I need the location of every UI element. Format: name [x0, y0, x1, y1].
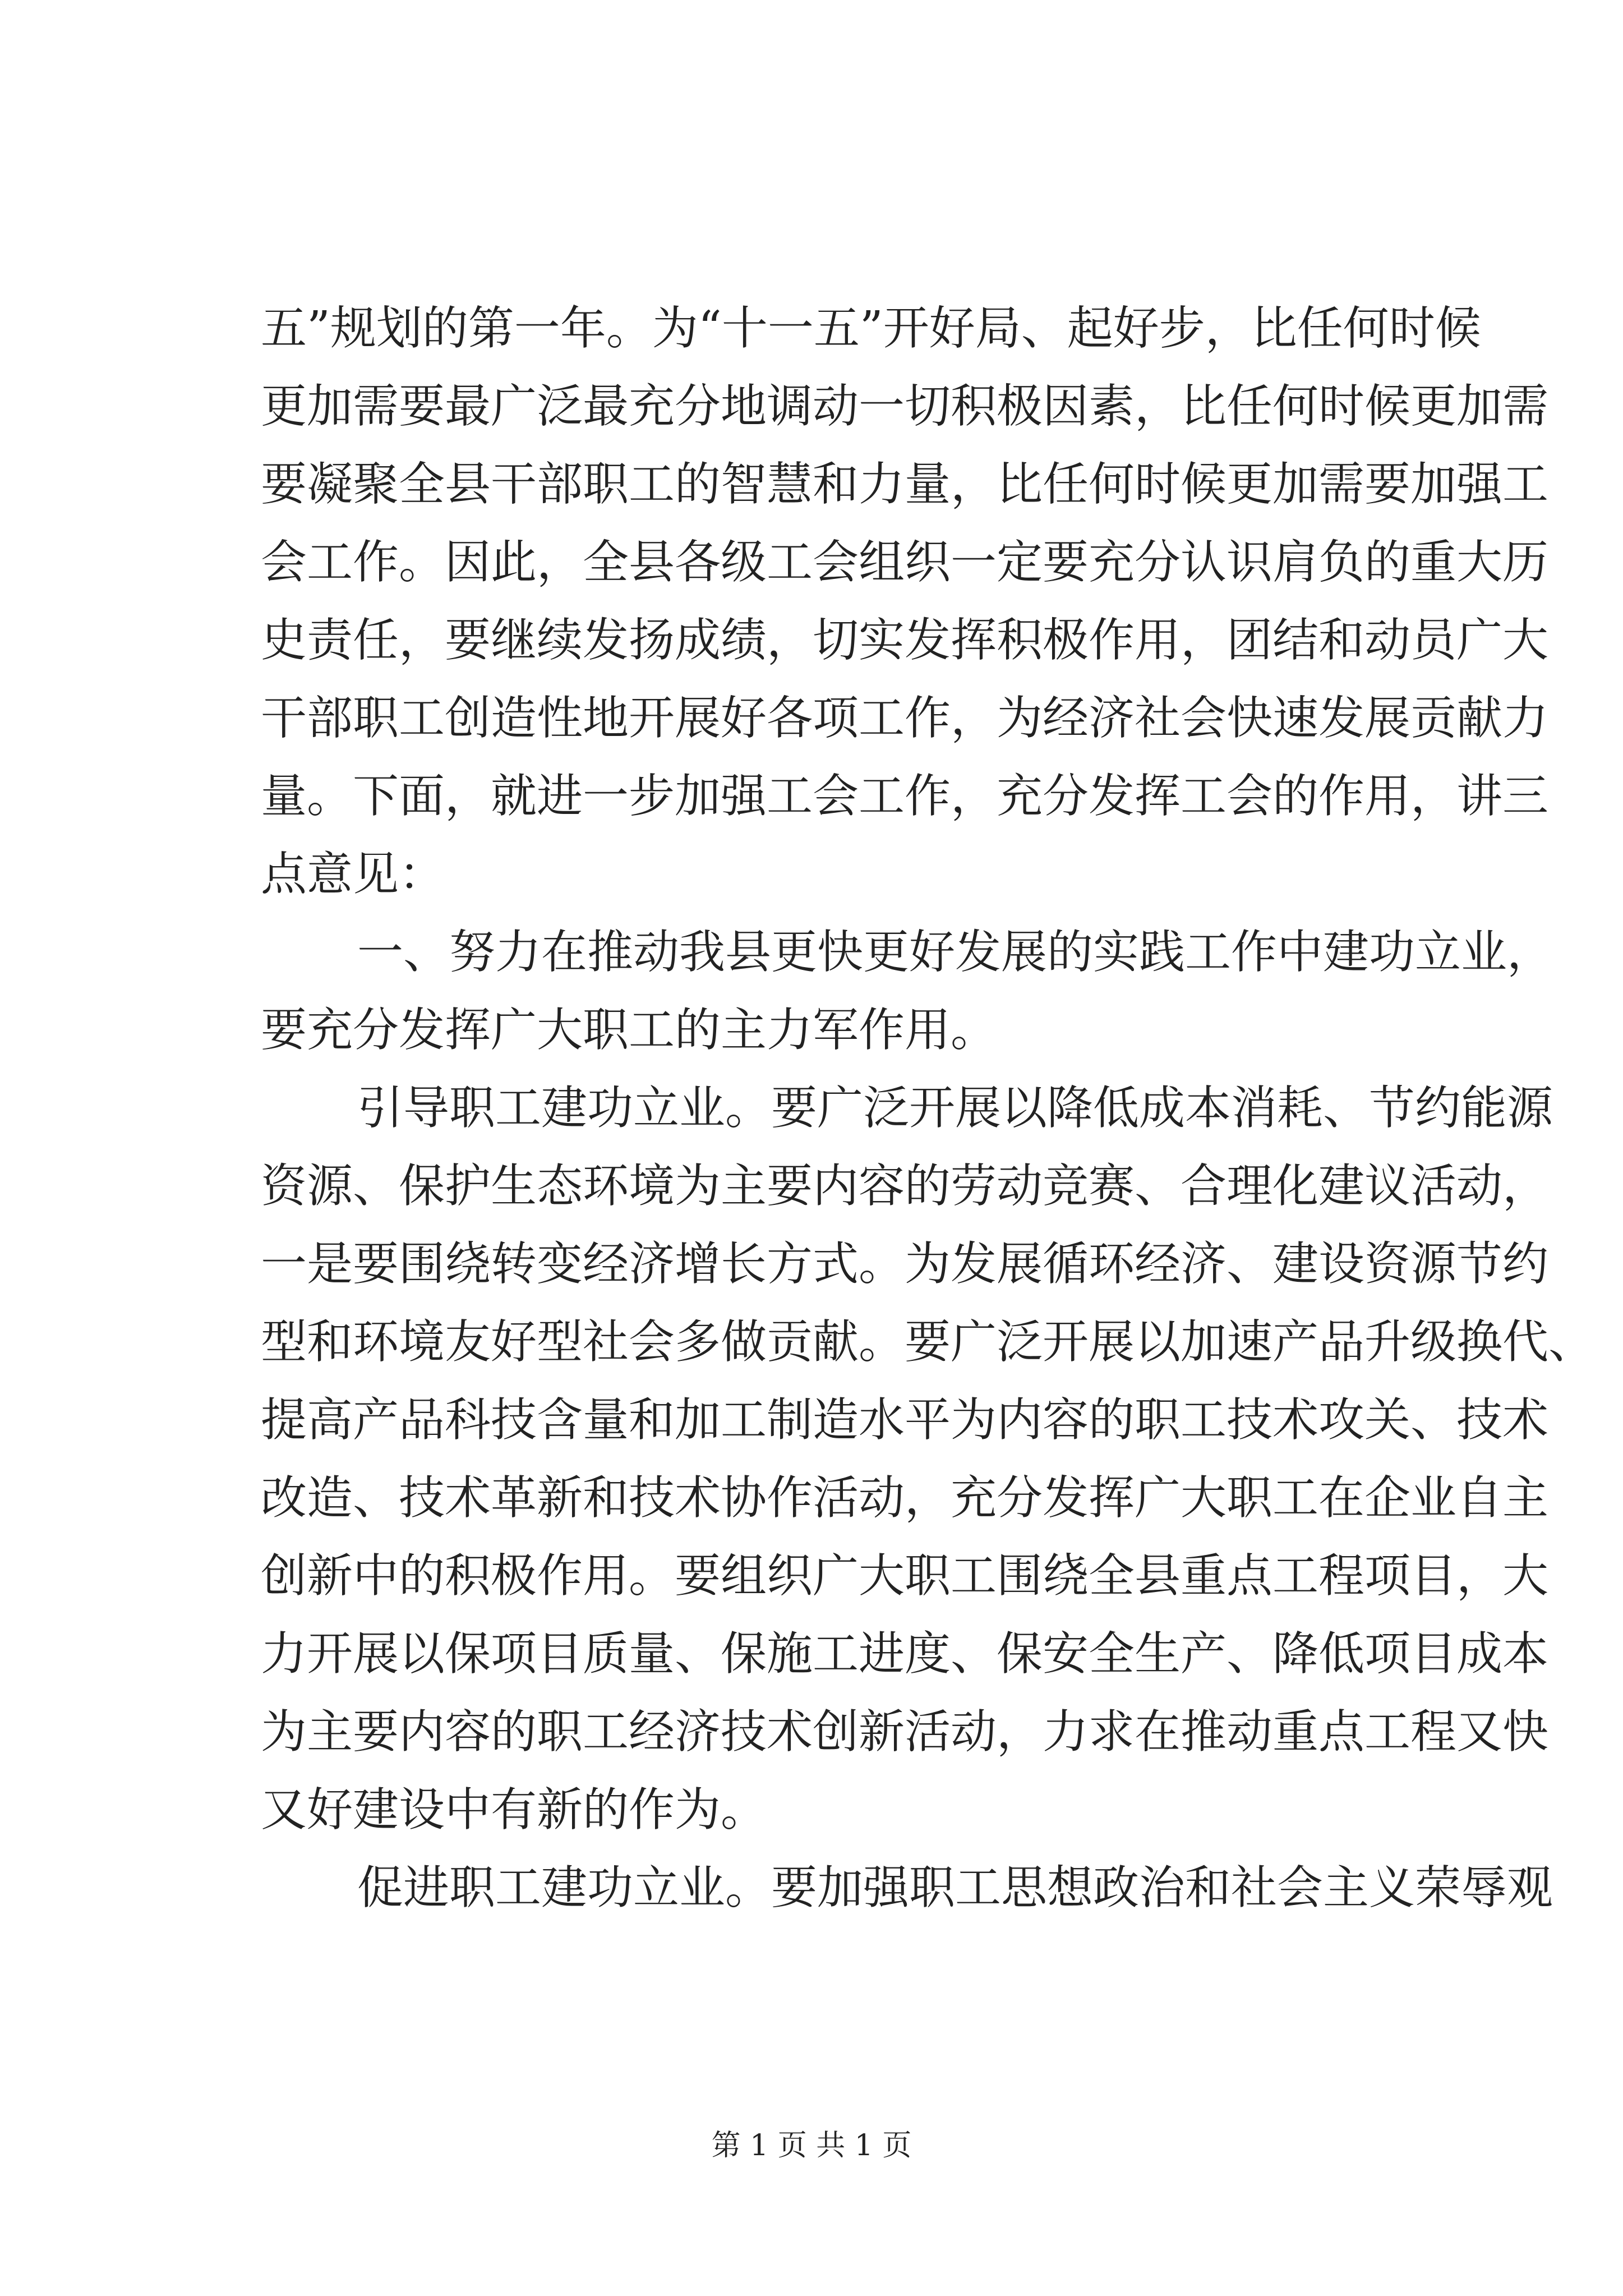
- text-line: 更加需要最广泛最充分地调动一切积极因素，比任何时候更加需: [261, 380, 1549, 433]
- text-line: 史责任，要继续发扬成绩，切实发挥积极作用，团结和动员广大: [261, 614, 1549, 667]
- page-number-footer: 第 1 页 共 1 页: [711, 2129, 912, 2162]
- text-line: 点意见：: [261, 848, 445, 901]
- text-line: 量。下面，就进一步加强工会工作，充分发挥工会的作用，讲三: [261, 770, 1549, 823]
- text-line: 五”规划的第一年。为“十一五”开好局、起好步，比任何时候: [261, 302, 1481, 355]
- text-line: 促进职工建功立业。要加强职工思想政治和社会主义荣辱观: [357, 1861, 1553, 1915]
- text-line: 一是要围绕转变经济增长方式。为发展循环经济、建设资源节约: [261, 1237, 1549, 1291]
- text-line: 资源、保护生态环境为主要内容的劳动竞赛、合理化建议活动，: [261, 1159, 1549, 1213]
- text-line: 型和环境友好型社会多做贡献。要广泛开展以加速产品升级换代、: [261, 1315, 1595, 1369]
- text-line: 要凝聚全县干部职工的智慧和力量，比任何时候更加需要加强工: [261, 458, 1549, 511]
- text-line: 干部职工创造性地开展好各项工作，为经济社会快速发展贡献力: [261, 692, 1549, 745]
- text-line: 为主要内容的职工经济技术创新活动，力求在推动重点工程又快: [261, 1705, 1549, 1759]
- text-line: 又好建设中有新的作为。: [261, 1783, 767, 1837]
- body-text: [261, 289, 1595, 1927]
- text-line: 提高产品科技含量和加工制造水平为内容的职工技术攻关、技术: [261, 1393, 1549, 1447]
- text-line: 会工作。因此，全县各级工会组织一定要充分认识肩负的重大历: [261, 536, 1549, 589]
- section-heading-line: 一、努力在推动我县更快更好发展的实践工作中建功立业，: [357, 926, 1553, 979]
- text-line: 改造、技术革新和技术协作活动，充分发挥广大职工在企业自主: [261, 1471, 1549, 1525]
- section-heading-line: 要充分发挥广大职工的主力军作用。: [261, 1004, 997, 1057]
- text-line: 引导职工建功立业。要广泛开展以降低成本消耗、节约能源: [357, 1082, 1553, 1135]
- text-line: 创新中的积极作用。要组织广大职工围绕全县重点工程项目，大: [261, 1549, 1549, 1603]
- text-line: 力开展以保项目质量、保施工进度、保安全生产、降低项目成本: [261, 1627, 1549, 1681]
